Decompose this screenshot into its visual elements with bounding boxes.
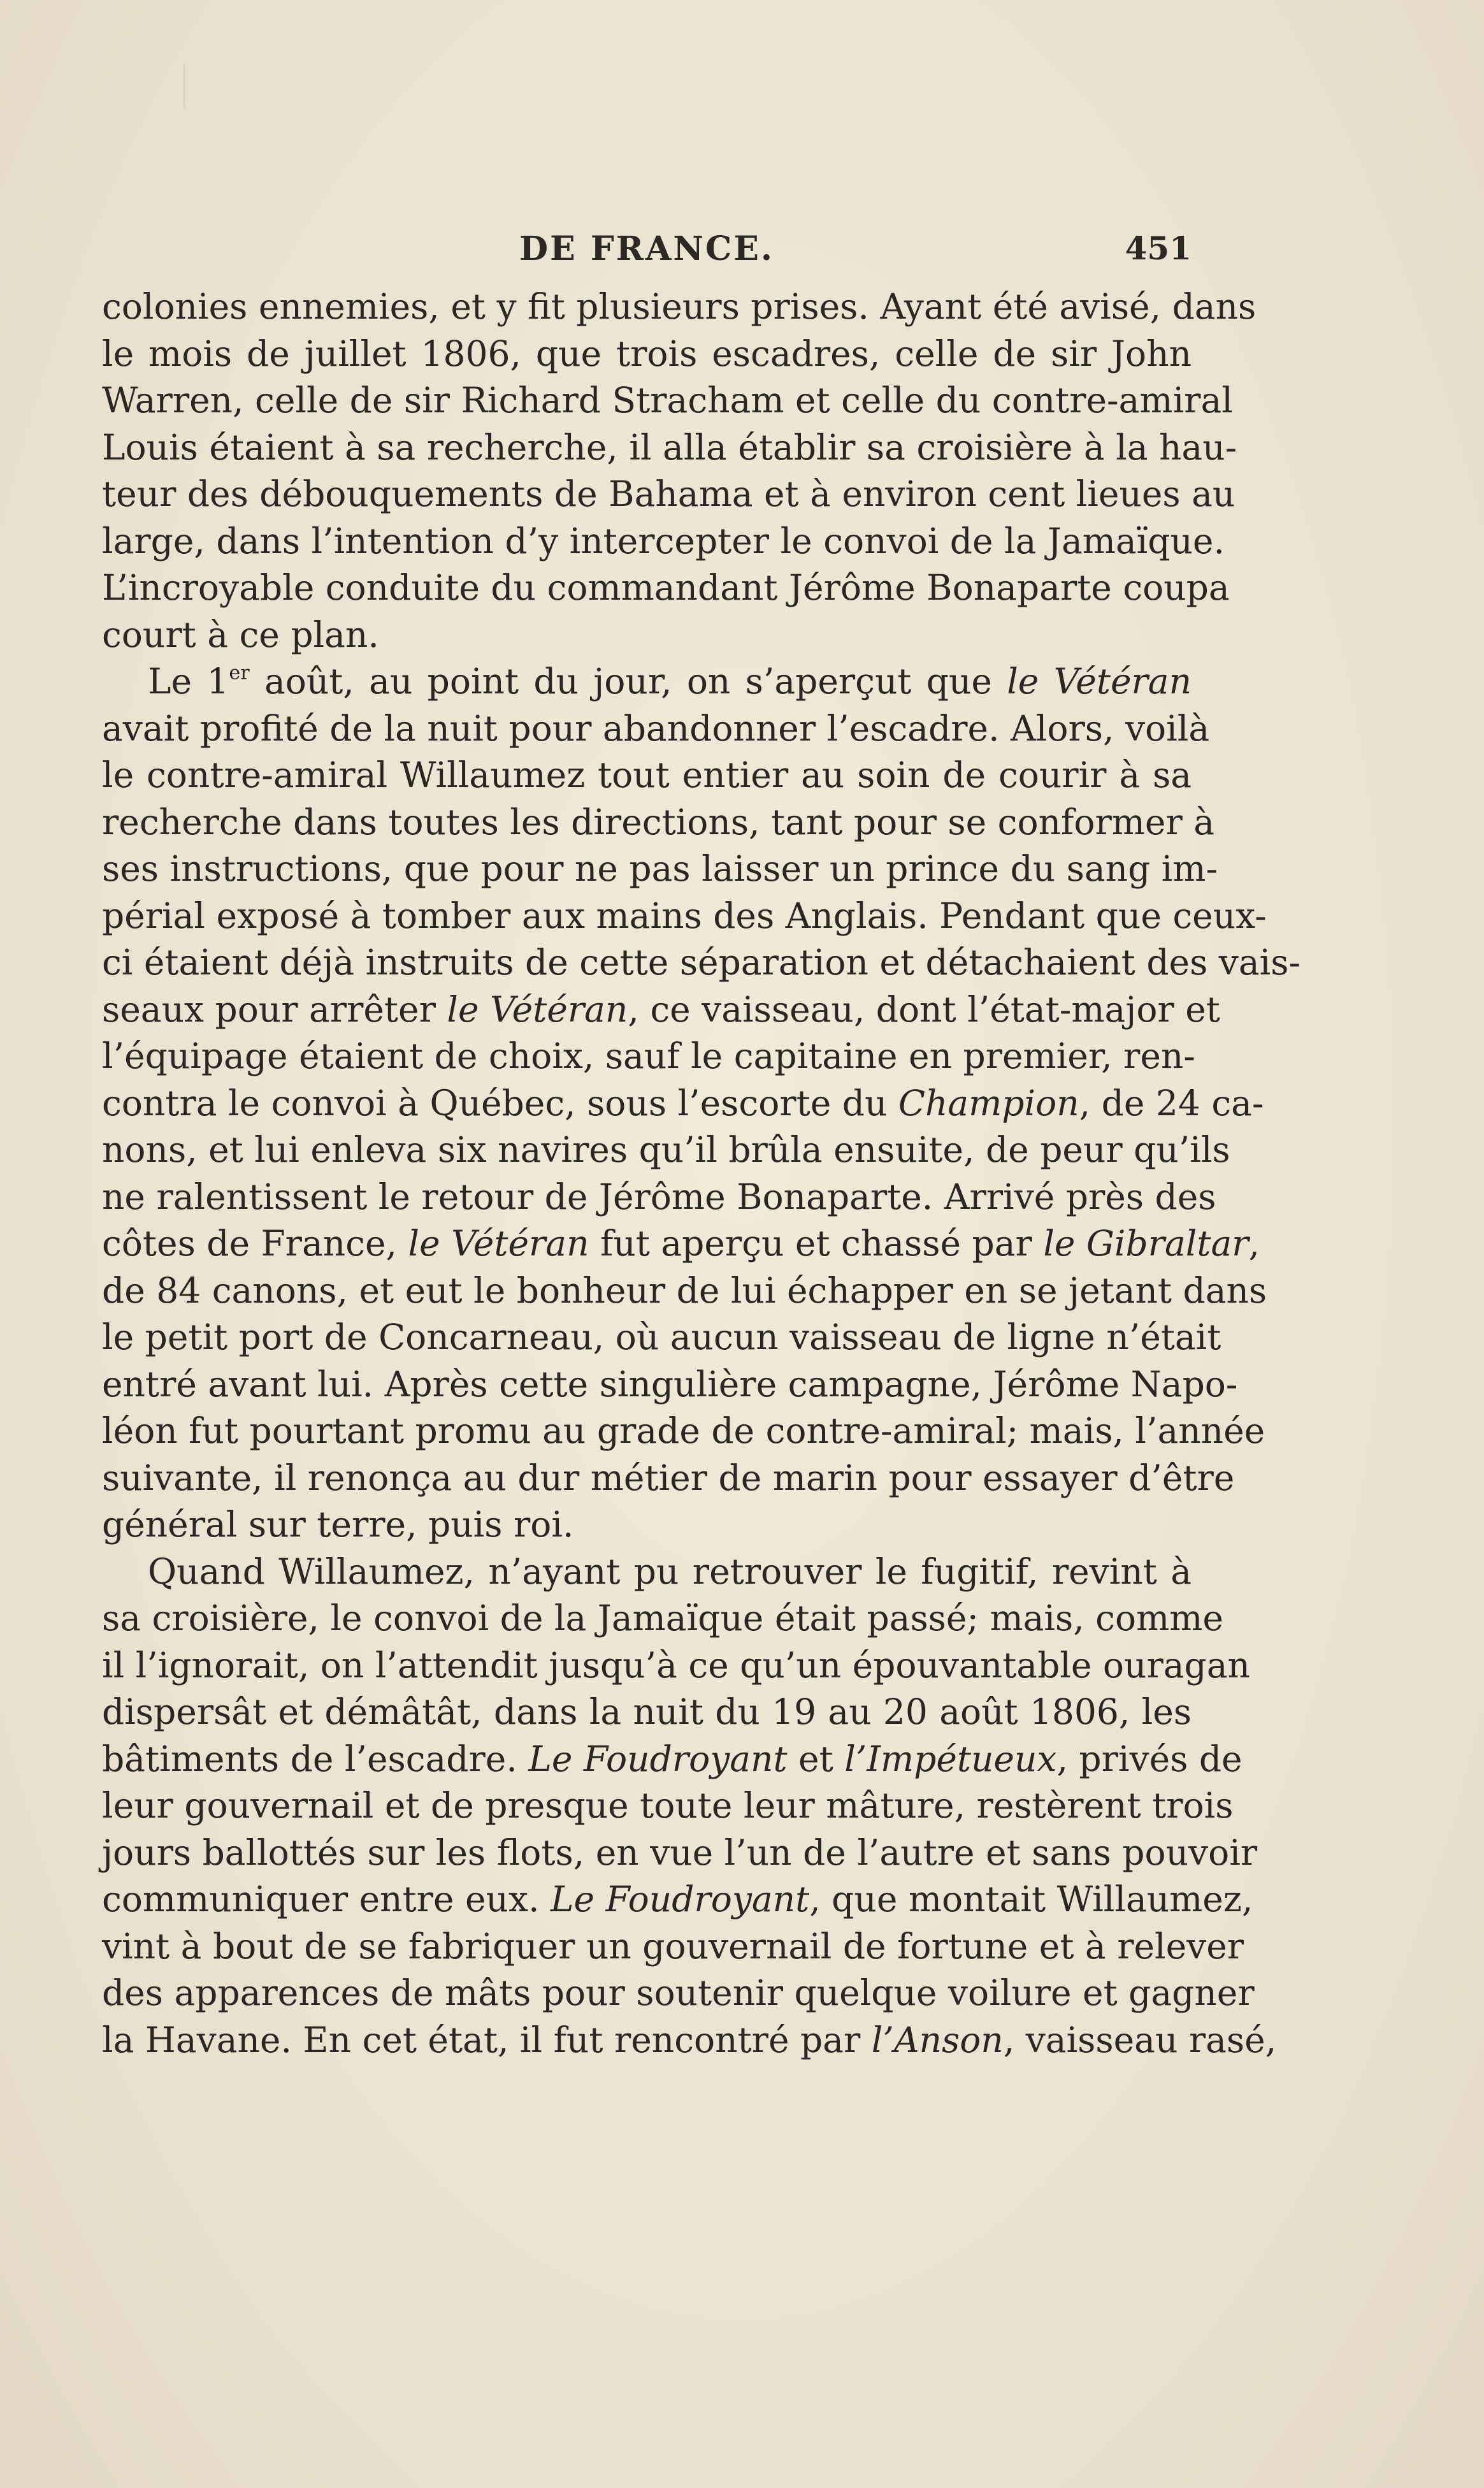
text-line: avait profité de la nuit pour abandonner l’escadre. Alors, voilà <box>102 707 1210 749</box>
text-line: l’équipage étaient de choix, sauf le capitaine en premier, ren- <box>102 1036 1195 1076</box>
text-line: large, dans l’intention d’y intercepter le convoi de la Jamaïque. <box>102 520 1225 561</box>
text-run: communiquer entre eux. <box>102 1879 551 1920</box>
text-run: la Havane. En cet état, il fut rencontré par <box>102 2019 872 2060</box>
text-line: Louis étaient à sa recherche, il alla établir sa croisière à la hau- <box>102 426 1237 468</box>
text-run: contra le convoi à Québec, sous l’escorte du <box>102 1082 898 1124</box>
text-run: et <box>787 1738 845 1779</box>
text-line: leur gouvernail et de presque toute leur mâture, restèrent trois <box>102 1785 1234 1826</box>
text-line: il l’ignorait, on l’attendit jusqu’à ce qu’un épouvantable ouragan <box>102 1644 1250 1686</box>
text-run: , privés de <box>1056 1738 1243 1779</box>
text-line: des apparences de mâts pour soutenir quelque voilure et gagner <box>102 1972 1255 2013</box>
text-run: , <box>1248 1223 1260 1264</box>
text-line: de 84 canons, et eut le bonheur de lui échapper en se jetant dans <box>102 1269 1267 1311</box>
ship-name: l’Impétueux <box>844 1738 1057 1779</box>
text-line: dispersât et démâtât, dans la nuit du 19 au 20 août 1806, les <box>102 1691 1192 1732</box>
text-run: , de 24 ca- <box>1079 1082 1264 1124</box>
text-line: vint à bout de se fabriquer un gouvernail de fortune et à relever <box>102 1925 1244 1967</box>
text-line: ses instructions, que pour ne pas laisser un prince du sang im- <box>102 848 1218 889</box>
text-line: le mois de juillet 1806, que trois escadres, celle de sir John <box>102 333 1192 374</box>
text-run: , que montait Willaumez, <box>809 1879 1253 1920</box>
text-line: sa croisière, le convoi de la Jamaïque était passé; mais, comme <box>102 1598 1223 1638</box>
text-line <box>102 1220 1260 1268</box>
ship-name: le Vétéran <box>1007 661 1192 702</box>
text-line: colonies ennemies, et y fit plusieurs prises. Ayant été avisé, dans <box>102 286 1257 327</box>
text-line <box>102 987 1220 1034</box>
text-line: ne ralentissent le retour de Jérôme Bonaparte. Arrivé près des <box>102 1176 1216 1217</box>
text-line: jours ballottés sur les flots, en vue l’un de l’autre et sans pouvoir <box>102 1832 1258 1873</box>
text-line: le contre-amiral Willaumez tout entier au soin de courir à sa <box>102 755 1192 795</box>
running-head <box>102 223 1192 280</box>
text-line: suivante, il renonça au dur métier de marin pour essayer d’être <box>102 1457 1235 1498</box>
text-line: recherche dans toutes les directions, tant pour se conformer à <box>102 801 1215 843</box>
ship-name: le Gibraltar <box>1043 1223 1249 1264</box>
text-line: ci étaient déjà instruits de cette séparation et détachaient des vais- <box>102 942 1301 983</box>
text-line: périal exposé à tomber aux mains des Anglais. Pendant que ceux- <box>102 895 1267 936</box>
text-line: court à ce plan. <box>102 614 379 655</box>
text-run: côtes de France, <box>102 1223 408 1264</box>
text-run: , ce vaisseau, dont l’état-major et <box>628 988 1220 1030</box>
text-line: général sur terre, puis roi. <box>102 1504 574 1545</box>
running-title: DE FRANCE. <box>519 229 774 268</box>
text-line: L’incroyable conduite du commandant Jérôme Bonaparte coupa <box>102 567 1230 608</box>
page-number: 451 <box>1125 229 1192 267</box>
text-line: léon fut pourtant promu au grade de contre-amiral; mais, l’année <box>102 1410 1265 1451</box>
ship-name: le Vétéran <box>408 1223 589 1264</box>
text-line: Quand Willaumez, n’ayant pu retrouver le fugitif, revint à <box>148 1551 1192 1592</box>
text-line <box>102 1736 1243 1783</box>
ship-name: Le Foudroyant <box>550 1879 810 1920</box>
text-line: le petit port de Concarneau, où aucun vaisseau de ligne n’était <box>102 1317 1221 1357</box>
paper-blemish <box>184 64 187 108</box>
text-run: août, au point du jour, on s’aperçut que <box>249 661 1007 702</box>
ship-name: le Vétéran <box>447 988 628 1030</box>
text-line <box>102 658 1192 705</box>
text-run: fut aperçu et chassé par <box>589 1223 1044 1264</box>
text-line: teur des débouquements de Bahama et à environ cent lieues au <box>102 474 1235 514</box>
ship-name: Le Foudroyant <box>528 1738 788 1779</box>
text-line <box>102 2017 1277 2064</box>
text-run: bâtiments de l’escadre. <box>102 1738 529 1779</box>
text-run: seaux pour arrêter <box>102 988 447 1030</box>
text-line <box>102 1080 1264 1127</box>
text-line <box>102 1876 1253 1923</box>
text-line: nons, et lui enleva six navires qu’il brûla ensuite, de peur qu’ils <box>102 1129 1230 1170</box>
ship-name: Champion <box>898 1082 1079 1124</box>
text-run: , vaisseau rasé, <box>1003 2019 1277 2060</box>
text-line: entré avant lui. Après cette singulière campagne, Jérôme Napo- <box>102 1363 1238 1405</box>
ship-name: l’Anson <box>871 2019 1004 2060</box>
body-text <box>102 284 1301 2064</box>
ordinal-superscript: er <box>229 662 250 684</box>
text-run: Le 1 <box>148 661 229 702</box>
text-line: Warren, celle de sir Richard Stracham et celle du contre-amiral <box>102 380 1233 421</box>
